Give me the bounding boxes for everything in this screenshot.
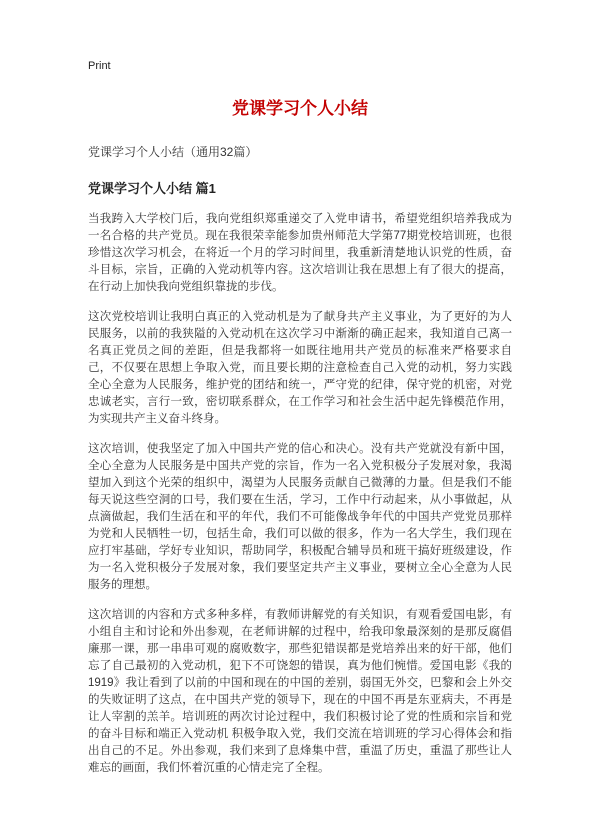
section-heading: 党课学习个人小结 篇1 (88, 181, 216, 196)
body-paragraph-4: 这次培训的内容和方式多种多样，有教师讲解党的有关知识，有观看爱国电影，有小组自主和讨论和外出参观，在老师讲解的过程中，给我印象最深刻的是那反腐倡廉那一课，那一串串可观的腐败数字，那些犯错误都是党培养出来的好干部，他们忘了自己最初的入党动机，犯下不可饶恕的错误，真为他们惋惜。爱国电影《我的1919》我让看到了以前的中国和现在的中国的差别，弱国无外交，巴黎和会上外交的失败证明了这点，在中国共产党的领导下，现在的中国不再是东亚病夫，不再是让人宰割的羔羊。培训班的两次讨论过程中，我们积极讨论了党的性质和宗旨和党的奋斗目标和端正入党动机 积极争取入党，我们交流在培训班的学习心得体会和指出自己的不足。外出参观，我们来到了息烽集中营，重温了历史，重温了那些让人难忘的画面，我们怀着沉重的心情走完了全程。 (88, 609, 512, 774)
body-paragraph-2: 这次党校培训让我明白真正的入党动机是为了献身共产主义事业，为了更好的为人民服务，以前的我狭隘的入党动机在这次学习中渐渐的确正起来，我知道自己离一名真正党员之间的差距，但是我都将一如既往地用共产党员的标准来严格要求自己，不仅要在思想上争取入党，而且要长期的注意检查自己入党的动机，努力实践全心全意为人民服务，维护党的团结和统一，严守党的纪律，保守党的机密，对党忠诚老实，言行一致，密切联系群众，在工作学习和社会生活中起先锋模范作用，为实现共产主义奋斗终身。 (88, 311, 512, 425)
print-button[interactable]: Print (88, 60, 111, 72)
body-paragraph-3: 这次培训，使我坚定了加入中国共产党的信心和决心。没有共产党就没有新中国，全心全意为人民服务是中国共产党的宗旨，作为一名入党积极分子发展对象，我渴望加入到这个光荣的组织中，渴望为人民服务贡献自己微薄的力量。但是我们不能每天说这些空洞的口号，我们要在生活，学习，工作中行动起来，从小事做起，从点滴做起，我们生活在和平的年代，我们不可能像战争年代的中国共产党党员那样为党和人民牺牲一切，包括生命，我们可以做的很多，作为一名大学生，我们现在应打牢基础，学好专业知识，帮助同学，积极配合辅导员和班干搞好班级建设，作为一名入党积极分子发展对象，我们要坚定共产主义事业，要树立全心全意为人民服务的理想。 (88, 443, 512, 591)
page-title: 党课学习个人小结 (232, 99, 368, 118)
body-paragraph-1: 当我跨入大学校门后，我向党组织郑重递交了入党申请书，希望党组织培养我成为一名合格的共产党员。现在我很荣幸能参加贵州师范大学第77期党校培训班，也很珍惜这次学习机会，在将近一个月的学习时间里，我重新清楚地认识党的性质，奋斗目标，宗旨，正确的入党动机等内容。这次培训让我在思想上有了很大的提高，在行动上加快我向党组织靠拢的步伐。 (88, 213, 512, 293)
document-subtitle: 党课学习个人小结（通用32篇） (88, 145, 258, 159)
